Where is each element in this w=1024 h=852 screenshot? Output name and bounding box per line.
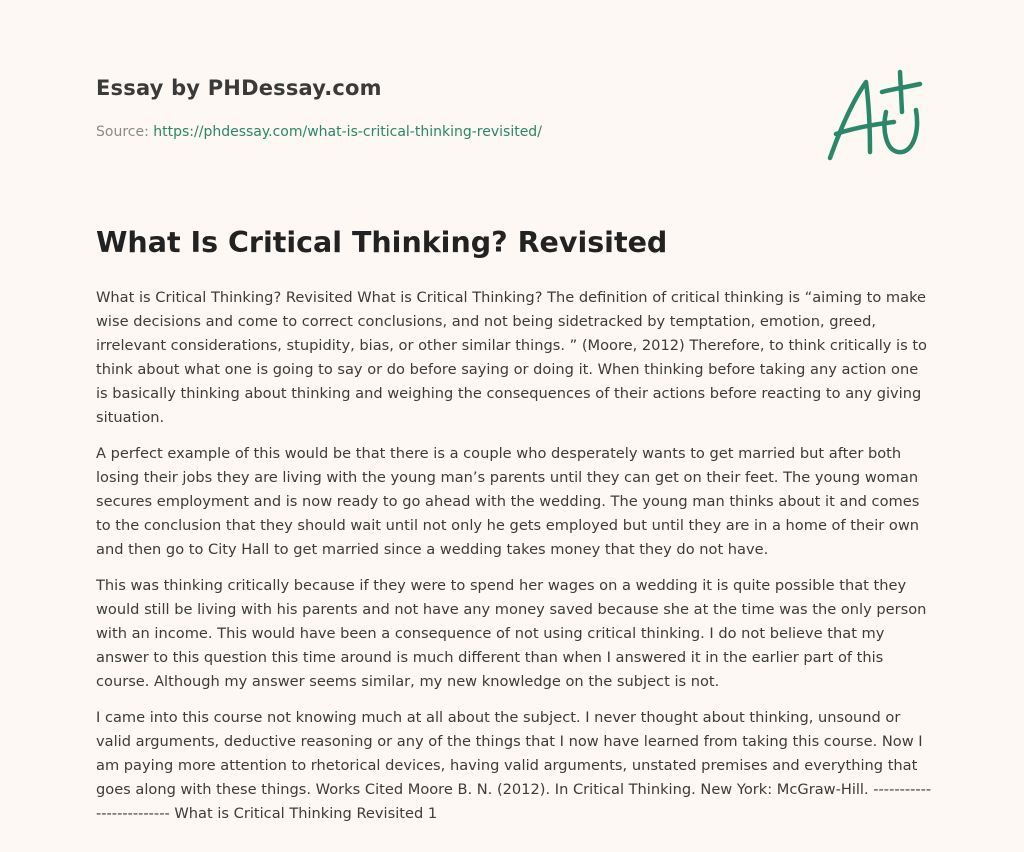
essay-paragraph: This was thinking critically because if they were to spend her wages on a wedding it is quite possible that they would still be living with his parents and not have any money saved because she at the time was the only person with an income. This would have been a consequence of not using critical thinking. I do not believe that my answer to this question this time around is much different than when I answered it in the earlier part of this course. Although my answer seems similar, my new knowledge on the subject is not. — [96, 577, 927, 690]
a-plus-grade-icon — [822, 68, 926, 164]
essay-paragraph: I came into this course not knowing much at all about the subject. I never thought about thinking, unsound or valid arguments, deductive reasoning or any of the things that I now have learned from taking this course. Now I am paying more attention to rhetorical devices, having valid arguments, unstated premises and everything that goes along with these things. Works Cited Moore B. N. (2012). In Critical Thinking. New York: McGraw-Hill. ------------------------- What is Critical Thinking Revisited 1 — [96, 709, 932, 822]
source-label: Source: — [96, 124, 149, 140]
essay-body — [96, 286, 932, 838]
source-link[interactable]: https://phdessay.com/what-is-critical-thinking-revisited/ — [153, 124, 542, 140]
source-line — [96, 124, 542, 140]
essay-paragraph: A perfect example of this would be that there is a couple who desperately wants to get married but after both losing their jobs they are living with the young man’s parents until they can get on their feet. The young woman secures employment and is now ready to go ahead with the wedding. The young man thinks about it and comes to the conclusion that they should wait until not only he gets employed but until they are in a home of their own and then go to City Hall to get married since a wedding takes money that they do not have. — [96, 445, 920, 558]
essay-paragraph: What is Critical Thinking? Revisited What is Critical Thinking? The definition of critical thinking is “aiming to make wise decisions and come to correct conclusions, and not being sidetracked by temptation, emotion, greed, irrelevant considerations, stupidity, bias, or other similar things. ” (Moore, 2012) Therefore, to think critically is to think about what one is going to say or do before saying or doing it. When thinking before taking any action one is basically thinking about thinking and weighing the consequences of their actions before reacting to any giving situation. — [96, 289, 927, 426]
essay-title: What Is Critical Thinking? Revisited — [96, 226, 668, 259]
site-title: Essay by PHDessay.com — [96, 76, 382, 100]
